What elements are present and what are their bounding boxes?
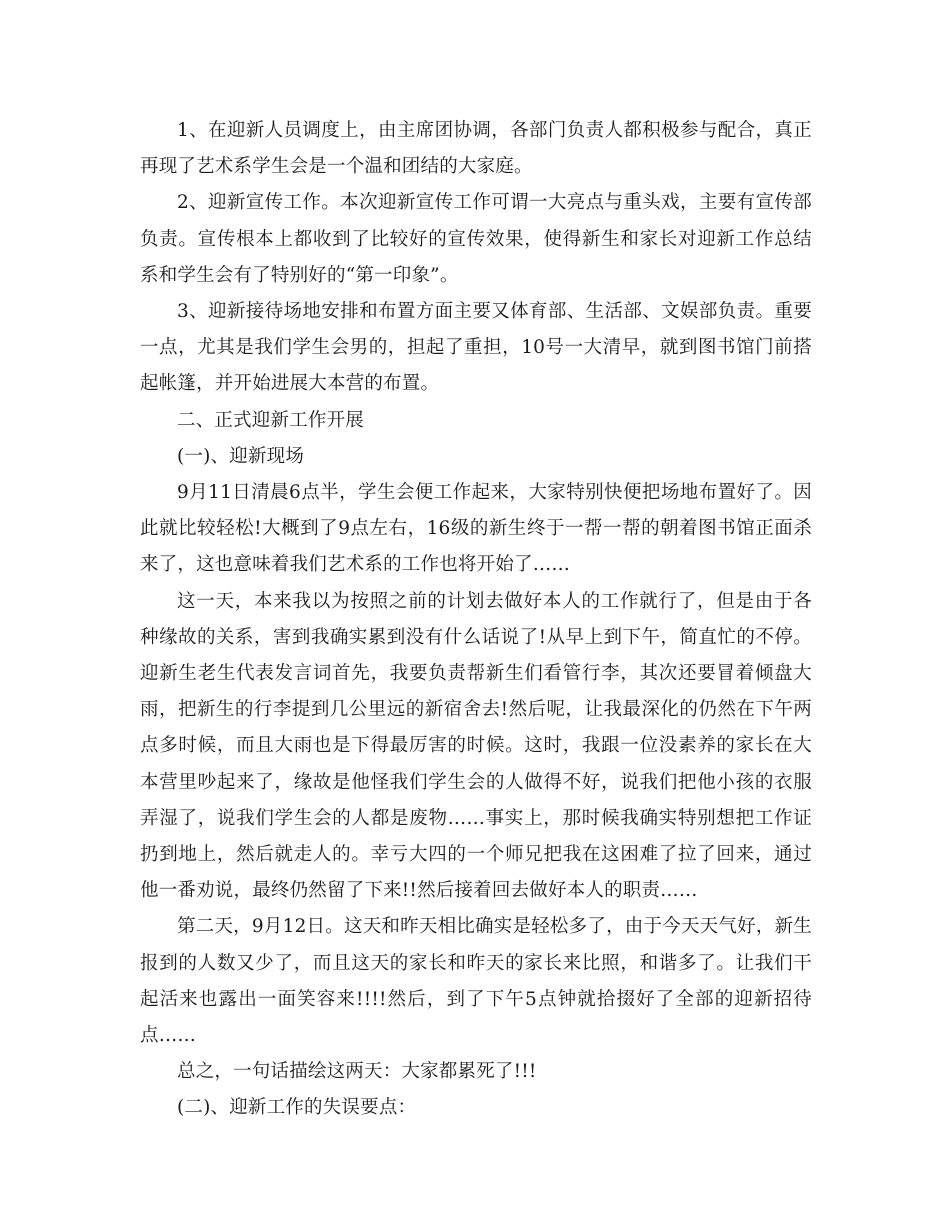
section-heading-2: 二、正式迎新工作开展 (177, 409, 365, 431)
paragraph-day-one-morning: 9月11日清晨6点半，学生会便工作起来，大家特别快便把场地布置好了。因此就比较轻松!大概到了9点左右，16级的新生终于一帮一帮的朝着图书馆正面杀来了，这也意味着我们艺术系的工作也将开始了…… (140, 482, 812, 576)
paragraph-summary: 总之，一句话描绘这两天：大家都累死了!!! (177, 1061, 537, 1083)
paragraph-publicity: 2、迎新宣传工作。本次迎新宣传工作可谓一大亮点与重头戏，主要有宣传部负责。宣传根本上都收到了比较好的宣传效果，使得新生和家长对迎新工作总结系和学生会有了特别好的“第一印象”。 (140, 192, 812, 286)
paragraph-venue: 3、迎新接待场地安排和布置方面主要又体育部、生活部、文娱部负责。重要一点，尤其是我们学生会男的，担起了重担，10号一大清早，就到图书馆门前搭起帐篷，并开始进展大本营的布置。 (140, 301, 812, 395)
paragraph-staffing: 1、在迎新人员调度上，由主席团协调，各部门负责人都积极参与配合，真正再现了艺术系学生会是一个温和团结的大家庭。 (140, 120, 812, 178)
subsection-heading-2: (二)、迎新工作的失误要点： (177, 1097, 417, 1119)
paragraph-day-one-story: 这一天，本来我以为按照之前的计划去做好本人的工作就行了，但是由于各种缘故的关系，害到我确实累到没有什么话说了!从早上到下午，简直忙的不停。迎新生老生代表发言词首先，我要负责帮新生们看管行李，其次还要冒着倾盘大雨，把新生的行李提到几公里远的新宿舍去!然后呢，让我最深化的仍然在下午两点多时候，而且大雨也是下得最厉害的时候。这时，我跟一位没素养的家长在大本营里吵起来了，缘故是他怪我们学生会的人做得不好，说我们把他小孩的衣服弄湿了，说我们学生会的人都是废物……事实上，那时候我确实特别想把工作证扔到地上，然后就走人的。幸亏大四的一个师兄把我在这困难了拉了回来，通过他一番劝说，最终仍然留了下来!!然后接着回去做好本人的职责…… (140, 590, 812, 902)
document-body (140, 113, 812, 1127)
paragraph-day-two: 第二天，9月12日。这天和昨天相比确实是轻松多了，由于今天天气好，新生报到的人数又少了，而且这天的家长和昨天的家长来比照，和谐多了。让我们干起活来也露出一面笑容来!!!!然后，到了下午5点钟就拾掇好了全部的迎新招待点…… (140, 916, 812, 1047)
subsection-heading-1: (一)、迎新现场 (177, 445, 305, 467)
